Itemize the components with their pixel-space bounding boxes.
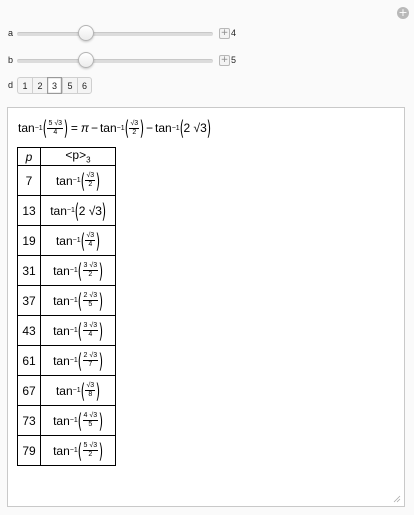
row-value: tan −1 ( $\frac{√3}{4}$ ) (41, 226, 116, 256)
table-row (18, 256, 116, 286)
setter-d-option-1[interactable]: 1 (17, 77, 32, 94)
slider-a-value: 4 (231, 28, 237, 38)
setter-d-label: d (8, 80, 14, 90)
t1-func: tan (99, 121, 117, 135)
slider-b-value: 5 (231, 55, 237, 65)
slider-b-expand-icon[interactable]: + (220, 55, 229, 65)
setter-d-option-6[interactable]: 6 (77, 77, 92, 94)
row-value: tan −1 ( $\frac{√3}{8}$ ) (41, 376, 116, 406)
row-p: 43 (18, 316, 41, 346)
results-table (17, 147, 116, 466)
minus-sign-2: − (146, 121, 154, 135)
pi-symbol: π (80, 121, 89, 135)
row-value: tan −1 ( $\frac{3 √3}{2}$ ) (41, 256, 116, 286)
table-row (18, 376, 116, 406)
table-row (18, 286, 116, 316)
table-row (18, 436, 116, 466)
slider-a-expand-icon[interactable]: + (220, 28, 229, 38)
row-p: 73 (18, 406, 41, 436)
row-value: tan −1 ( $\frac{√3}{2}$ ) (41, 166, 116, 196)
plus-circle-icon[interactable]: + (398, 6, 408, 19)
minus-sign-1: − (90, 121, 98, 135)
resize-grip-icon[interactable] (392, 494, 401, 503)
table-row (18, 406, 116, 436)
row-value: tan −1 ( $\frac{3 √3}{4}$ ) (41, 316, 116, 346)
t2-arg: 2 √3 (183, 121, 207, 135)
row-value: tan −1 ( $\frac{2 √3}{7}$ ) (41, 346, 116, 376)
row-p: 67 (18, 376, 41, 406)
header-value: $<p>_3$ (41, 148, 116, 166)
row-value: tan −1 ( 2 √3 ) (41, 196, 116, 226)
output-panel (7, 107, 405, 507)
row-p: 37 (18, 286, 41, 316)
t1-fraction: $\frac{√3}{2}$ (130, 119, 139, 136)
row-value: tan −1 ( $\frac{5 √3}{2}$ ) (41, 436, 116, 466)
setter-d-option-2[interactable]: 2 (32, 77, 47, 94)
table-row (18, 226, 116, 256)
slider-a-label: a (8, 28, 14, 38)
row-value: tan −1 ( $\frac{4 √3}{5}$ ) (41, 406, 116, 436)
setter-d-option-5[interactable]: 5 (62, 77, 77, 94)
row-p: 61 (18, 346, 41, 376)
table-row (18, 196, 116, 226)
row-p: 31 (18, 256, 41, 286)
t1-sup: −1 (116, 124, 125, 132)
row-value: tan −1 ( $\frac{2 √3}{5}$ ) (41, 286, 116, 316)
t2-sup: −1 (171, 124, 180, 132)
lhs-func: tan (18, 121, 35, 135)
t2-func: tan (155, 121, 172, 135)
row-p: 13 (18, 196, 41, 226)
slider-b-label: b (8, 55, 14, 65)
table-row (18, 346, 116, 376)
table-row (18, 166, 116, 196)
lhs-sup: −1 (34, 124, 43, 132)
identity-equation: tan −1 ( $\frac{5 √3}{4}$ ) = π − tan −1 ( $\frac{√3}{2}$ ) − tan −1 ( 2 √3 ) (18, 116, 211, 140)
slider-a-track[interactable] (17, 32, 213, 36)
row-p: 7 (18, 166, 41, 196)
equals-sign: = (70, 121, 78, 135)
setter-d (17, 77, 92, 94)
setter-d-option-3[interactable]: 3 (47, 77, 62, 94)
slider-b-track[interactable] (17, 59, 213, 63)
row-p: 19 (18, 226, 41, 256)
table-row (18, 316, 116, 346)
lhs-fraction: $\frac{5 √3}{4}$ (48, 119, 63, 136)
row-p: 79 (18, 436, 41, 466)
header-p: p (18, 148, 41, 166)
slider-a-thumb[interactable] (78, 25, 94, 41)
slider-b-thumb[interactable] (78, 52, 94, 68)
